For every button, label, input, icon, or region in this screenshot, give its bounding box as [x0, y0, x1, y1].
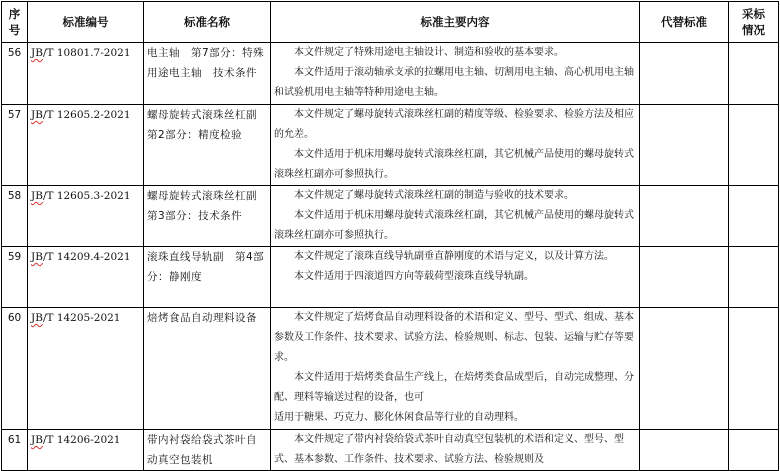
table-row — [2, 43, 779, 105]
row-adopt — [729, 43, 779, 105]
header-content: 标准主要内容 — [271, 2, 640, 43]
row-no: 56 — [2, 43, 28, 105]
row-content: 本文件规定了滚珠直线导轨副垂直静刚度的术语与定义，以及计算方法。 本文件适用于四滚道四方向等载荷型滚珠直线导轨副。 — [271, 247, 640, 308]
row-code: JB/T 14209.4-2021 — [28, 247, 144, 308]
header-replace: 代替标准 — [640, 2, 729, 43]
row-name: 螺母旋转式滚珠丝杠副 第3部分：技术条件 — [144, 186, 271, 247]
row-replace — [640, 105, 729, 186]
header-adopt: 采标 情况 — [729, 2, 779, 43]
row-content: 本文件规定了带内衬袋给袋式茶叶自动真空包装机的术语和定义、型号、型式、基本参数、工作条件、技术要求、试验方法、检验规则及 — [271, 430, 640, 471]
row-name: 螺母旋转式滚珠丝杠副 第2部分：精度检验 — [144, 105, 271, 186]
standards-table — [1, 1, 779, 471]
table-row — [2, 186, 779, 247]
row-replace — [640, 430, 729, 471]
row-adopt — [729, 186, 779, 247]
header-seq: 序 号 — [2, 2, 28, 43]
row-no: 58 — [2, 186, 28, 247]
row-replace — [640, 247, 729, 308]
table-row — [2, 247, 779, 308]
row-no: 59 — [2, 247, 28, 308]
row-no: 61 — [2, 430, 28, 471]
table-row — [2, 430, 779, 471]
row-name: 电主轴 第7部分：特殊用途电主轴 技术条件 — [144, 43, 271, 105]
row-no: 57 — [2, 105, 28, 186]
table-row — [2, 308, 779, 430]
row-adopt — [729, 308, 779, 430]
row-content: 本文件规定了螺母旋转式滚珠丝杠副的精度等级、检验要求、检验方法及相应的允差。 本文件适用于机床用螺母旋转式滚珠丝杠副，其它机械产品使用的螺母旋转式滚珠丝杠副亦可参照执行。 — [271, 105, 640, 186]
header-code: 标准编号 — [28, 2, 144, 43]
row-adopt — [729, 247, 779, 308]
row-code: JB/T 12605.3-2021 — [28, 186, 144, 247]
row-adopt — [729, 430, 779, 471]
row-adopt — [729, 105, 779, 186]
header-name: 标准名称 — [144, 2, 271, 43]
row-content: 本文件规定了特殊用途电主轴设计、制造和验收的基本要求。 本文件适用于滚动轴承支承的拉螺用电主轴、切割用电主轴、高心机用电主轴和试验机用电主轴等特种用途电主轴。 — [271, 43, 640, 105]
row-code: JB/T 12605.2-2021 — [28, 105, 144, 186]
row-name: 滚珠直线导轨副 第4部分：静刚度 — [144, 247, 271, 308]
row-code: JB/T 10801.7-2021 — [28, 43, 144, 105]
row-replace — [640, 43, 729, 105]
row-code: JB/T 14206-2021 — [28, 430, 144, 471]
row-code: JB/T 14205-2021 — [28, 308, 144, 430]
table-header-row — [2, 2, 779, 43]
row-name: 焙烤食品自动理料设备 — [144, 308, 271, 430]
table-row — [2, 105, 779, 186]
row-name: 带内衬袋给袋式茶叶自动真空包装机 — [144, 430, 271, 471]
row-content: 本文件规定了螺母旋转式滚珠丝杠副的制造与验收的技术要求。 本文件适用于机床用螺母旋转式滚珠丝杠副，其它机械产品使用的螺母旋转式滚珠丝杠副亦可参照执行。 — [271, 186, 640, 247]
row-replace — [640, 308, 729, 430]
row-content: 本文件规定了焙烤食品自动理料设备的术语和定义、型号、型式、组成、基本参数及工作条件、技术要求、试验方法、检验规则、标志、包装、运输与贮存等要求。 本文件适用于焙烤类食品生产线上，在焙烤类食品成型后，自动完成整理、分配、理料等输送过程的设备，也可 适用于糖果、巧克力、膨化休闲食品等行业的自动理料。 — [271, 308, 640, 430]
row-no: 60 — [2, 308, 28, 430]
row-replace — [640, 186, 729, 247]
